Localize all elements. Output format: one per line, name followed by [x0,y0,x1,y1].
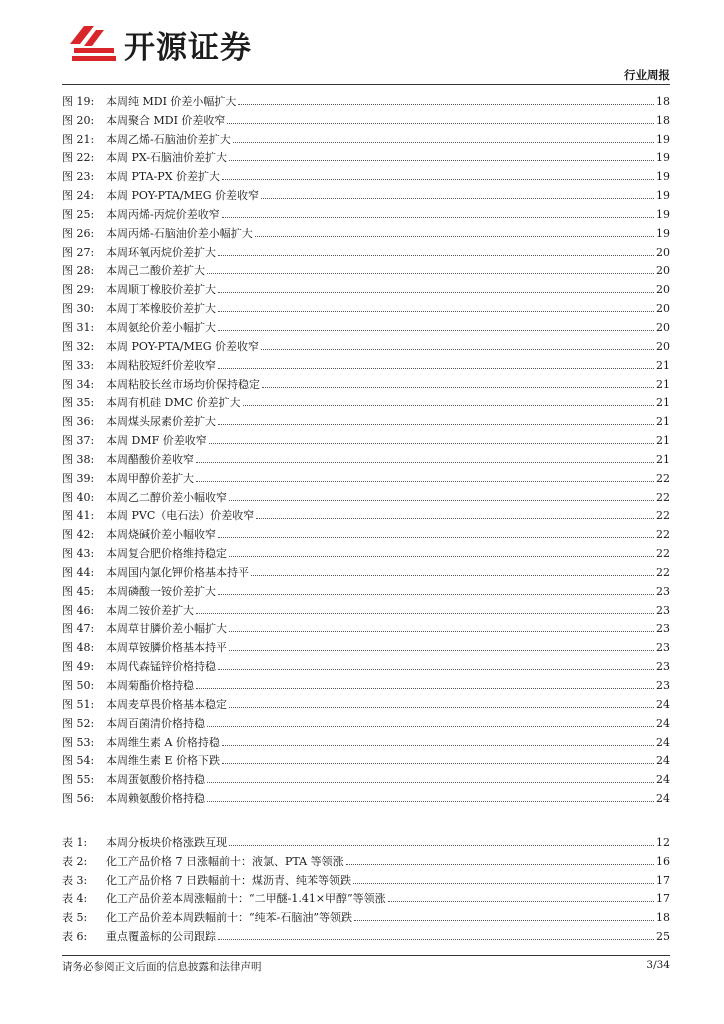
entry-title: 本周复合肥价格维持稳定 [106,547,227,561]
entry-page: 24 [656,773,670,787]
entry-label: 图 39: [62,471,95,485]
figure-entry[interactable] [62,428,670,447]
entry-label: 图 45: [62,584,95,598]
entry-label: 表 2: [62,854,88,868]
dot-leader [218,330,654,331]
dot-leader [218,424,654,425]
entry-page: 24 [656,754,670,768]
dot-leader [251,575,654,576]
entry-page: 23 [656,679,670,692]
entry-page: 23 [656,584,670,598]
figure-entry[interactable] [62,786,670,805]
entry-title: 本周百菌清价格持稳 [106,716,205,730]
entry-label: 图 47: [62,622,95,636]
figure-entry[interactable] [62,334,670,353]
entry-page: 24 [656,792,670,806]
entry-title: 本周氨纶价差小幅扩大 [106,320,216,334]
entry-page: 24 [656,697,670,711]
figure-entry[interactable] [62,146,670,165]
table-entry[interactable] [62,924,670,943]
entry-title: 本周粘胶长丝市场均价保持稳定 [106,377,260,391]
dot-leader [354,920,654,921]
dot-leader [233,142,654,143]
entry-page: 23 [656,622,670,636]
entry-title: 本周烧碱价差小幅收窄 [106,528,216,542]
brand-name: 开源证券 [124,29,252,66]
dot-leader [227,123,654,124]
entry-title: 本周纯 MDI 价差小幅扩大 [106,94,237,108]
dot-leader [218,292,654,293]
figure-entry[interactable] [62,108,670,127]
page-number: 3/34 [646,959,670,971]
entry-label: 表 1: [62,835,88,849]
dot-leader [222,745,654,746]
dot-leader [353,883,654,884]
kaiyuan-logo-icon [70,24,118,64]
entry-page: 22 [656,528,670,542]
entry-title: 化工产品价格 7 日涨幅前十：液氯、PTA 等领涨 [106,854,344,868]
entry-title: 本周磷酸一铵价差扩大 [106,584,216,598]
entry-page: 24 [656,716,670,730]
entry-title: 本周维生素 A 价格持稳 [106,735,220,749]
entry-label: 图 24: [62,189,95,203]
entry-page: 22 [656,490,670,504]
entry-label: 图 44: [62,565,95,579]
entry-label: 图 27: [62,245,95,259]
entry-title: 本周草甘膦价差小幅扩大 [106,622,227,636]
entry-label: 表 5: [62,911,88,925]
footer-divider [62,955,670,956]
entry-page: 21 [656,434,670,448]
entry-page: 17 [656,892,670,906]
dot-leader [209,443,654,444]
entry-title: 本周有机硅 DMC 价差扩大 [106,396,241,410]
entry-title: 化工产品价格 7 日跌幅前十：煤沥青、纯苯等领跌 [106,873,351,887]
figure-entry[interactable] [62,635,670,654]
dot-leader [196,688,654,689]
entry-page: 22 [656,565,670,579]
entry-page: 19 [656,226,670,240]
entry-label: 图 55: [62,773,95,787]
table-entry[interactable] [62,830,670,849]
entry-label: 图 43: [62,547,95,561]
entry-title: 本周代森锰锌价格持稳 [106,660,216,674]
dot-leader [218,368,654,369]
entry-label: 表 3: [62,873,88,887]
entry-title: 本周草铵膦价格基本持平 [106,641,227,655]
figure-entry[interactable] [62,296,670,315]
entry-label: 图 22: [62,151,95,165]
entry-label: 图 20: [62,113,95,127]
entry-label: 表 6: [62,930,88,944]
figure-entry[interactable] [62,127,670,146]
entry-label: 图 21: [62,132,95,146]
dot-leader [238,104,654,105]
entry-label: 图 37: [62,434,95,448]
entry-title: 本周分板块价格涨跌互现 [106,835,227,849]
entry-page: 20 [656,339,670,353]
entry-page: 20 [656,245,670,259]
entry-title: 本周粘胶短纤价差收窄 [106,358,216,372]
entry-label: 图 51: [62,697,95,711]
entry-page: 18 [656,113,670,127]
dot-leader [222,179,654,180]
figure-index [62,89,670,805]
report-type-label: 行业周报 [624,68,670,82]
dot-leader [222,217,654,218]
entry-label: 图 34: [62,377,95,391]
figure-entry[interactable] [62,315,670,334]
entry-title: 本周己二酸价差扩大 [106,264,205,278]
dot-leader [207,782,654,783]
figure-entry[interactable] [62,749,670,768]
figure-entry[interactable] [62,89,670,108]
entry-title: 本周聚合 MDI 价差收窄 [106,113,226,127]
figure-entry[interactable] [62,692,670,711]
entry-page: 24 [656,735,670,749]
entry-title: 本周 POY-PTA/MEG 价差收窄 [106,189,260,203]
entry-page: 20 [656,283,670,297]
entry-title: 本周蛋氨酸价格持稳 [106,773,205,787]
figure-entry[interactable] [62,598,670,617]
figure-entry[interactable] [62,240,670,259]
entry-page: 23 [656,603,670,617]
entry-label: 图 53: [62,735,95,749]
entry-label: 图 41: [62,509,95,523]
figure-entry[interactable] [62,522,670,541]
entry-title: 本周国内氯化钾价格基本持平 [106,565,249,579]
entry-page: 19 [656,151,670,165]
table-index [62,830,670,943]
figure-entry[interactable] [62,259,670,278]
entry-page: 22 [656,547,670,561]
entry-page: 19 [656,207,670,221]
entry-label: 图 19: [62,94,95,108]
company-logo [70,22,252,66]
entry-label: 图 31: [62,320,95,334]
figure-entry[interactable] [62,730,670,749]
entry-label: 图 26: [62,226,95,240]
entry-page: 21 [656,452,670,466]
entry-label: 图 23: [62,170,95,184]
entry-title: 化工产品价差本周涨幅前十：“二甲醚-1.41×甲醇”等领涨 [106,892,386,906]
entry-page: 25 [656,930,670,944]
entry-page: 21 [656,396,670,410]
dot-leader [229,650,654,651]
entry-label: 图 33: [62,358,95,372]
figure-entry[interactable] [62,164,670,183]
dot-leader [218,537,654,538]
table-entry[interactable] [62,849,670,868]
entry-page: 21 [656,415,670,429]
entry-page: 22 [656,509,670,523]
entry-title: 本周丙烯-丙烷价差收窄 [106,207,220,221]
disclaimer-text: 请务必参阅正文后面的信息披露和法律声明 [62,961,262,973]
table-entry[interactable] [62,887,670,906]
figure-entry[interactable] [62,277,670,296]
figure-entry[interactable] [62,541,670,560]
entry-label: 图 49: [62,660,95,674]
figure-entry[interactable] [62,391,670,410]
dot-leader [229,845,654,846]
entry-page: 18 [656,94,670,108]
entry-page: 20 [656,320,670,334]
dot-leader [261,349,654,350]
figure-entry[interactable] [62,767,670,786]
entry-page: 12 [656,835,670,849]
entry-page: 16 [656,854,670,868]
entry-page: 22 [656,471,670,485]
dot-leader [243,405,655,406]
entry-label: 图 25: [62,207,95,221]
header-divider [62,84,670,85]
dot-leader [229,160,654,161]
entry-label: 图 28: [62,264,95,278]
dot-leader [218,669,654,670]
entry-label: 图 42: [62,528,95,542]
entry-label: 图 38: [62,452,95,466]
entry-title: 本周 PX-石脑油价差扩大 [106,151,228,165]
dot-leader [261,198,654,199]
entry-label: 图 56: [62,792,95,806]
dot-leader [262,387,654,388]
dot-leader [218,255,654,256]
entry-page: 18 [656,911,670,925]
figure-entry[interactable] [62,654,670,673]
entry-title: 本周 DMF 价差收窄 [106,434,207,448]
entry-page: 21 [656,377,670,391]
entry-title: 化工产品价差本周跌幅前十：“纯苯-石脑油”等领跌 [106,911,352,925]
entry-label: 图 30: [62,302,95,316]
entry-label: 图 32: [62,339,95,353]
dot-leader [196,481,654,482]
table-entry[interactable] [62,905,670,924]
figure-entry[interactable] [62,409,670,428]
entry-title: 本周菊酯价格持稳 [106,679,194,692]
figure-entry[interactable] [62,485,670,504]
entry-label: 图 48: [62,641,95,655]
figure-entry[interactable] [62,504,670,523]
figure-entry[interactable] [62,617,670,636]
entry-page: 23 [656,660,670,674]
figure-entry[interactable] [62,372,670,391]
entry-title: 本周乙烯-石脑油价差扩大 [106,132,231,146]
entry-page: 19 [656,189,670,203]
dot-leader [196,462,654,463]
entry-label: 图 40: [62,490,95,504]
entry-title: 本周 POY-PTA/MEG 价差收窄 [106,339,260,353]
dot-leader [222,763,654,764]
dot-leader [229,707,654,708]
entry-title: 本周二铵价差扩大 [106,603,194,617]
dot-leader [218,939,654,940]
entry-page: 23 [656,641,670,655]
entry-label: 表 4: [62,892,88,906]
figure-entry[interactable] [62,673,670,692]
entry-title: 本周 PVC（电石法）价差收窄 [106,509,255,523]
dot-leader [218,311,654,312]
dot-leader [255,236,654,237]
entry-title: 本周顺丁橡胶价差扩大 [106,283,216,297]
figure-entry[interactable] [62,202,670,221]
entry-label: 图 46: [62,603,95,617]
entry-title: 本周丁苯橡胶价差扩大 [106,302,216,316]
entry-title: 本周环氧丙烷价差扩大 [106,245,216,259]
entry-page: 21 [656,358,670,372]
entry-page: 20 [656,264,670,278]
dot-leader [207,726,654,727]
dot-leader [256,518,654,519]
entry-title: 本周醋酸价差收窄 [106,452,194,466]
figure-entry[interactable] [62,447,670,466]
dot-leader [196,613,654,614]
figure-entry[interactable] [62,466,670,485]
entry-page: 19 [656,170,670,184]
entry-title: 本周煤头尿素价差扩大 [106,415,216,429]
entry-label: 图 35: [62,396,95,410]
entry-page: 17 [656,873,670,887]
dot-leader [388,901,654,902]
dot-leader [207,801,654,802]
figure-entry[interactable] [62,560,670,579]
dot-leader [207,273,654,274]
dot-leader [346,864,654,865]
entry-title: 本周乙二醇价差小幅收窄 [106,490,227,504]
entry-title: 本周维生素 E 价格下跌 [106,754,221,768]
entry-page: 20 [656,302,670,316]
dot-leader [229,500,654,501]
entry-label: 图 29: [62,283,95,297]
entry-label: 图 52: [62,716,95,730]
entry-label: 图 50: [62,679,95,692]
entry-label: 图 36: [62,415,95,429]
entry-label: 图 54: [62,754,95,768]
entry-page: 19 [656,132,670,146]
dot-leader [229,631,654,632]
entry-title: 本周甲醇价差扩大 [106,471,194,485]
figure-entry[interactable] [62,711,670,730]
figure-entry[interactable] [62,579,670,598]
figure-entry[interactable] [62,183,670,202]
entry-title: 本周 PTA-PX 价差扩大 [106,170,221,184]
entry-title: 本周赖氨酸价格持稳 [106,792,205,806]
entry-title: 本周丙烯-石脑油价差小幅扩大 [106,226,253,240]
figure-entry[interactable] [62,221,670,240]
entry-title: 重点覆盖标的公司跟踪 [106,930,216,944]
entry-title: 本周麦草畏价格基本稳定 [106,697,227,711]
table-entry[interactable] [62,868,670,887]
dot-leader [229,556,654,557]
dot-leader [218,594,654,595]
figure-entry[interactable] [62,353,670,372]
